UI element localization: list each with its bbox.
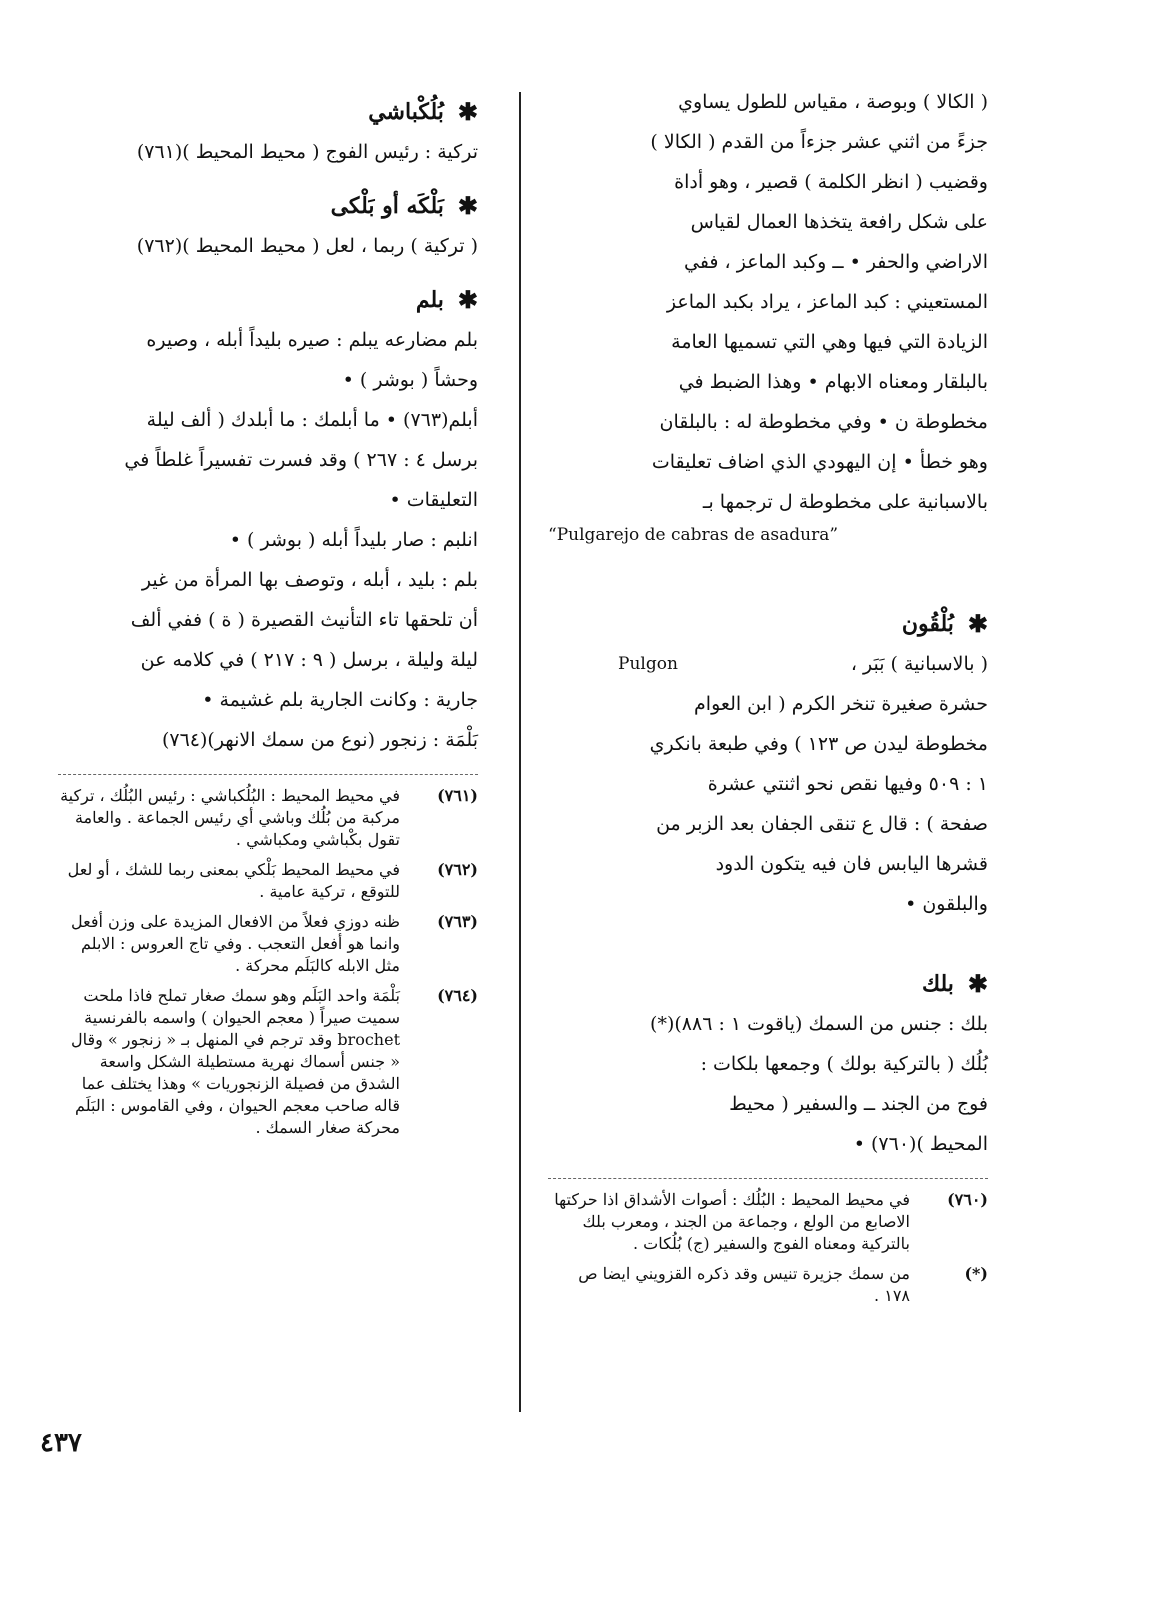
text-line: وقضيب ( انظر الكلمة ) قصير ، وهو أداة — [674, 171, 988, 193]
text-line: حشرة صغيرة تنخر الكرم ( ابن العوام — [694, 693, 988, 715]
footnote-text: في محيط المحيط بَلْكي بمعنى ربما للشك ، أو لعل للتوقع ، تركية عامية . — [67, 860, 400, 901]
text-segment: ( بالاسبانية ) بَبَر ، — [850, 653, 988, 675]
text-line: وهو خطأ • إن اليهودي الذي اضاف تعليقات — [651, 451, 988, 473]
latin-word: Pulgon — [618, 654, 678, 674]
entry-title: بَلْكَه أو بَلْكى — [330, 193, 444, 219]
text-line: أبلم(٧٦٣) • ما أبلمك : ما أبلدك ( ألف ليلة — [146, 409, 478, 431]
continuation-text — [548, 82, 988, 522]
text-line: وحشاً ( بوشر ) • — [342, 369, 478, 391]
text-line: برسل ٤ : ٢٦٧ ) وقد فسرت تفسيراً غلطاً في — [124, 449, 478, 471]
footnote — [548, 1189, 988, 1255]
asterisk-icon: ✱ — [457, 191, 478, 220]
entry-heading-buluk — [548, 964, 988, 1004]
entry-heading-balke — [58, 186, 478, 226]
text-line: ١ : ٥٠٩ وفيها نقص نحو اثنتي عشرة — [707, 773, 988, 795]
column-divider — [519, 92, 521, 1412]
entry-body-balam — [58, 320, 478, 760]
text-line: مخطوطة ليدن ص ١٢٣ ) وفي طبعة بانكري — [649, 733, 988, 755]
footnote-text: ظنه دوزي فعلاً من الافعال المزيدة على وزن أفعل وانما هو أفعل التعجب . وفي تاج العروس : الابلم مثل الابله كالبَلَم محركة . — [71, 912, 400, 975]
text-line: بلك : جنس من السمك (ياقوت ١ : ٨٨٦)(*) — [650, 1013, 988, 1035]
text-line: المحيط )(٧٦٠) • — [853, 1133, 988, 1155]
footnote — [548, 1263, 988, 1307]
text-line: بَلْمَة : زنجور (نوع من سمك الانهر)(٧٦٤) — [161, 729, 478, 751]
entry-title: بُلْقُون — [901, 611, 954, 637]
footnote — [58, 785, 478, 851]
text-line: الزيادة التي فيها وهي التي تسميها العامة — [671, 331, 988, 353]
footnote — [58, 985, 478, 1139]
text-line: فوج من الجند ــ والسفير ( محيط — [729, 1093, 988, 1115]
text-line: جارية : وكانت الجارية بلم غشيمة • — [202, 689, 478, 711]
text-line: ليلة وليلة ، برسل ( ٩ : ٢١٧ ) في كلامه عن — [140, 649, 478, 671]
text-line: قشرها اليابس فان فيه يتكون الدود — [715, 853, 988, 875]
asterisk-icon: ✱ — [457, 97, 478, 126]
entry-title: بُلُكْباشي — [368, 99, 444, 125]
entry-title: بلم — [415, 287, 444, 313]
entry-title: بلك — [921, 971, 954, 997]
asterisk-icon: ✱ — [457, 285, 478, 314]
text-line: أن تلحقها تاء التأنيث القصيرة ( ة ) ففي ألف — [130, 609, 478, 631]
entry-heading-bulukbashi — [58, 92, 478, 132]
footnote-text: من سمك جزيرة تنيس وقد ذكره القزويني ايضا ص ١٧٨ . — [578, 1264, 910, 1305]
text-line — [548, 644, 988, 684]
footnote — [58, 911, 478, 977]
text-line: والبلقون • — [905, 893, 988, 915]
text-line: مخطوطة ن • وفي مخطوطة له : بالبلقان — [659, 411, 988, 433]
right-column — [548, 82, 988, 1315]
footnote-divider — [58, 774, 478, 775]
entry-heading-bulqun — [548, 604, 988, 644]
entry-heading-balam — [58, 280, 478, 320]
text-line: الاراضي والحفر • ــ وكبد الماعز ، ففي — [683, 251, 988, 273]
footnote-number: (*) — [964, 1264, 988, 1283]
text-line: بالاسبانية على مخطوطة ل ترجمها بـ — [702, 491, 988, 513]
page-number: ٤٣٧ — [40, 1428, 82, 1458]
text-line: المستعيني : كبد الماعز ، يراد بكبد الماعز — [666, 291, 988, 313]
text-line: بلم : بليد ، أبله ، وتوصف بها المرأة من غير — [141, 569, 478, 591]
footnote-number: (٧٦٠) — [947, 1190, 988, 1209]
entry-body-buluk — [548, 1004, 988, 1164]
footnote-text: في محيط المحيط : البُلُك : أصوات الأشداق اذا حركتها الاصابع من الولع ، وجماعة من الجند ، ومعرب بلك بالتركية ومعناه الفوج والسفير (ج) بُلُكات . — [554, 1190, 910, 1253]
footnote-number: (٧٦٣) — [437, 912, 478, 931]
latin-quote: “Pulgarejo de cabras de asadura” — [548, 525, 839, 545]
text-line: بلم مضارعه يبلم : صيره بليداً أبله ، وصيره — [146, 329, 478, 351]
text-line: صفحة ) : قال ع تنقى الجفان بعد الزبر من — [656, 813, 988, 835]
text-line: جزءً من اثني عشر جزءاً من القدم ( الكالا ) — [650, 131, 988, 153]
footnote-divider — [548, 1178, 988, 1179]
left-column — [58, 92, 478, 1147]
asterisk-icon: ✱ — [967, 609, 988, 638]
text-line: على شكل رافعة يتخذها العمال لقياس — [690, 211, 988, 233]
text-line: تركية : رئيس الفوج ( محيط المحيط )(٧٦١) — [136, 141, 478, 163]
text-line: ( الكالا ) وبوصة ، مقياس للطول يساوي — [678, 91, 988, 113]
footnote-text: في محيط المحيط : البُلُكباشي : رئيس البُلُك ، تركية مركبة من بُلُك وباشي أي رئيس الجماعة . والعامة تقول بكْباشي ومكباشي . — [60, 786, 400, 849]
footnote-number: (٧٦١) — [437, 786, 478, 805]
footnote-number: (٧٦٢) — [437, 860, 478, 879]
text-line: ( تركية ) ربما ، لعل ( محيط المحيط )(٧٦٢) — [136, 235, 478, 257]
entry-body-bulqun — [548, 644, 988, 924]
text-line: انلبم : صار بليداً أبله ( بوشر ) • — [229, 529, 478, 551]
footnote — [58, 859, 478, 903]
footnote-number: (٧٦٤) — [437, 986, 478, 1005]
asterisk-icon: ✱ — [967, 969, 988, 998]
text-line: التعليقات • — [389, 489, 478, 511]
text-line: بالبلقار ومعناه الابهام • وهذا الضبط في — [678, 371, 988, 393]
footnote-text: بَلْمَة واحد البَلَم وهو سمك صغار تملح فاذا ملحت سميت صيراً ( معجم الحيوان ) واسمه بالفرنسية brochet وقد ترجم في المنهل بـ « زنجور » وقال « جنس أسماك نهرية مستطيلة الشكل واسعة الشدق من فصيلة الزنجوريات » وهذا يختلف عما قاله صاحب معجم الحيوان ، وفي القاموس : البَلَم محركة صغار السمك . — [70, 986, 400, 1137]
text-line: بُلُك ( بالتركية بولك ) وجمعها بلكات : — [700, 1053, 988, 1075]
